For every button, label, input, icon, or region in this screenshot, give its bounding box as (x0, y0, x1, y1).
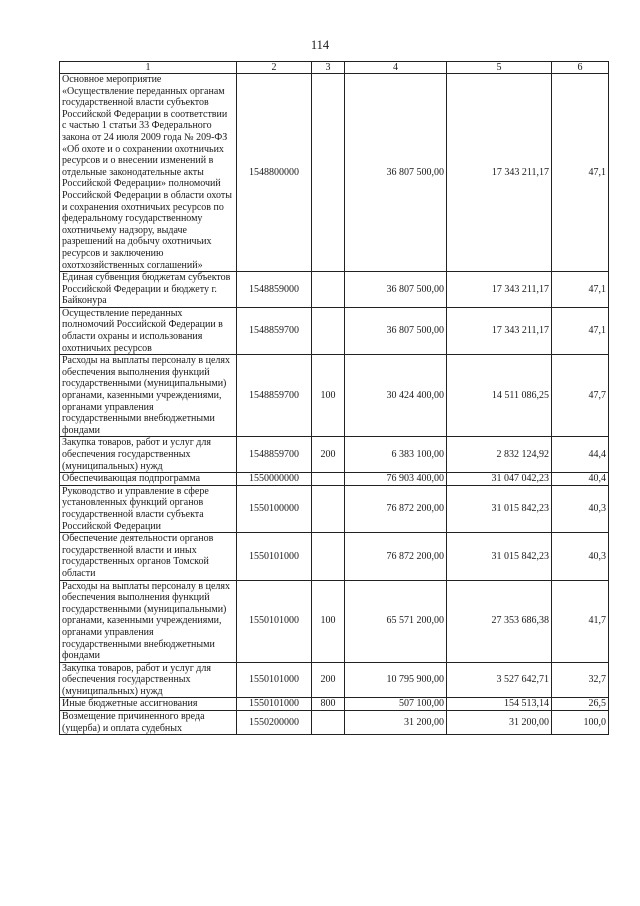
row-name: Обеспечение деятельности органов государственной власти и иных государственных органов Томской области (60, 533, 237, 580)
header-col-4: 4 (345, 62, 447, 74)
header-col-2: 2 (237, 62, 312, 74)
row-target-code: 1550100000 (237, 485, 312, 532)
row-actual-amount: 31 200,00 (447, 711, 552, 735)
row-name: Расходы на выплаты персоналу в целях обеспечения выполнения функций государственными (муниципальными) органами, казенными учреждениями, органами управления государственными внебюджетными фондами (60, 355, 237, 437)
row-plan-amount: 10 795 900,00 (345, 662, 447, 698)
row-expense-type: 200 (312, 437, 345, 473)
row-expense-type (312, 485, 345, 532)
row-percent: 32,7 (552, 662, 609, 698)
row-target-code: 1550200000 (237, 711, 312, 735)
row-target-code: 1548859700 (237, 307, 312, 354)
row-name: Закупка товаров, работ и услуг для обеспечения государственных (муниципальных) нужд (60, 437, 237, 473)
row-actual-amount: 31 015 842,23 (447, 533, 552, 580)
row-expense-type (312, 533, 345, 580)
page-number: 114 (310, 38, 330, 52)
table-row (60, 533, 609, 580)
row-percent: 41,7 (552, 580, 609, 662)
row-name: Иные бюджетные ассигнования (60, 698, 237, 711)
row-expense-type (312, 272, 345, 308)
table-row (60, 272, 609, 308)
row-plan-amount: 30 424 400,00 (345, 355, 447, 437)
row-actual-amount: 154 513,14 (447, 698, 552, 711)
row-name: Руководство и управление в сфере установленных функций органов государственной власти субъекта Российской Федерации (60, 485, 237, 532)
table-row (60, 355, 609, 437)
row-percent: 100,0 (552, 711, 609, 735)
row-plan-amount: 31 200,00 (345, 711, 447, 735)
header-col-5: 5 (447, 62, 552, 74)
row-expense-type: 200 (312, 662, 345, 698)
row-plan-amount: 36 807 500,00 (345, 74, 447, 272)
table-row (60, 437, 609, 473)
row-expense-type (312, 711, 345, 735)
row-plan-amount: 76 872 200,00 (345, 485, 447, 532)
row-percent: 47,7 (552, 355, 609, 437)
row-percent: 40,3 (552, 533, 609, 580)
row-percent: 40,3 (552, 485, 609, 532)
row-target-code: 1548859000 (237, 272, 312, 308)
row-expense-type (312, 307, 345, 354)
table-row (60, 74, 609, 272)
row-actual-amount: 3 527 642,71 (447, 662, 552, 698)
row-expense-type: 100 (312, 355, 345, 437)
row-percent: 47,1 (552, 272, 609, 308)
row-actual-amount: 31 015 842,23 (447, 485, 552, 532)
header-row (60, 62, 609, 74)
row-target-code: 1550101000 (237, 533, 312, 580)
row-name: Расходы на выплаты персоналу в целях обеспечения выполнения функций государственными (муниципальными) органами, казенными учреждениями, органами управления государственными внебюджетными фондами (60, 580, 237, 662)
row-actual-amount: 17 343 211,17 (447, 307, 552, 354)
row-target-code: 1550101000 (237, 662, 312, 698)
table-row (60, 698, 609, 711)
row-percent: 40,4 (552, 473, 609, 486)
row-name: Единая субвенция бюджетам субъектов Российской Федерации и бюджету г. Байконура (60, 272, 237, 308)
row-actual-amount: 17 343 211,17 (447, 272, 552, 308)
row-plan-amount: 36 807 500,00 (345, 307, 447, 354)
row-name: Обеспечивающая подпрограмма (60, 473, 237, 486)
row-name: Основное мероприятие «Осуществление переданных органам государственной власти субъектов Российской Федерации в соответствии с частью 1 статьи 33 Федерального закона от 24 июля 2009 года № 209-ФЗ «Об охоте и о сохранении охотничьих ресурсов и о внесении изменений в отдельные законодательные акты Российской Федерации» полномочий Российской Федерации в области охоты и сохранения охотничьих ресурсов по федеральному государственному охотничьему надзору, выдаче разрешений на добычу охотничьих ресурсов и заключению охотхозяйственных соглашений» (60, 74, 237, 272)
header-col-6: 6 (552, 62, 609, 74)
row-expense-type (312, 74, 345, 272)
row-name: Возмещение причиненного вреда (ущерба) и оплата судебных (60, 711, 237, 735)
row-name: Осуществление переданных полномочий Российской Федерации в области охраны и использования охотничьих ресурсов (60, 307, 237, 354)
row-plan-amount: 65 571 200,00 (345, 580, 447, 662)
row-target-code: 1548859700 (237, 437, 312, 473)
table-header (60, 62, 609, 74)
row-actual-amount: 17 343 211,17 (447, 74, 552, 272)
row-percent: 44,4 (552, 437, 609, 473)
row-percent: 26,5 (552, 698, 609, 711)
table-row (60, 580, 609, 662)
row-target-code: 1550000000 (237, 473, 312, 486)
row-expense-type: 800 (312, 698, 345, 711)
row-expense-type: 100 (312, 580, 345, 662)
row-target-code: 1548800000 (237, 74, 312, 272)
table-row (60, 307, 609, 354)
row-target-code: 1550101000 (237, 580, 312, 662)
row-target-code: 1548859700 (237, 355, 312, 437)
budget-table (59, 61, 609, 735)
table-row (60, 711, 609, 735)
table-row (60, 473, 609, 486)
row-percent: 47,1 (552, 307, 609, 354)
row-plan-amount: 507 100,00 (345, 698, 447, 711)
row-plan-amount: 76 903 400,00 (345, 473, 447, 486)
row-plan-amount: 36 807 500,00 (345, 272, 447, 308)
table-row (60, 485, 609, 532)
row-actual-amount: 14 511 086,25 (447, 355, 552, 437)
row-target-code: 1550101000 (237, 698, 312, 711)
row-actual-amount: 27 353 686,38 (447, 580, 552, 662)
row-actual-amount: 2 832 124,92 (447, 437, 552, 473)
header-col-3: 3 (312, 62, 345, 74)
row-plan-amount: 6 383 100,00 (345, 437, 447, 473)
table-body (60, 74, 609, 735)
row-name: Закупка товаров, работ и услуг для обеспечения государственных (муниципальных) нужд (60, 662, 237, 698)
header-col-1: 1 (60, 62, 237, 74)
row-percent: 47,1 (552, 74, 609, 272)
row-plan-amount: 76 872 200,00 (345, 533, 447, 580)
row-actual-amount: 31 047 042,23 (447, 473, 552, 486)
row-expense-type (312, 473, 345, 486)
table-row (60, 662, 609, 698)
